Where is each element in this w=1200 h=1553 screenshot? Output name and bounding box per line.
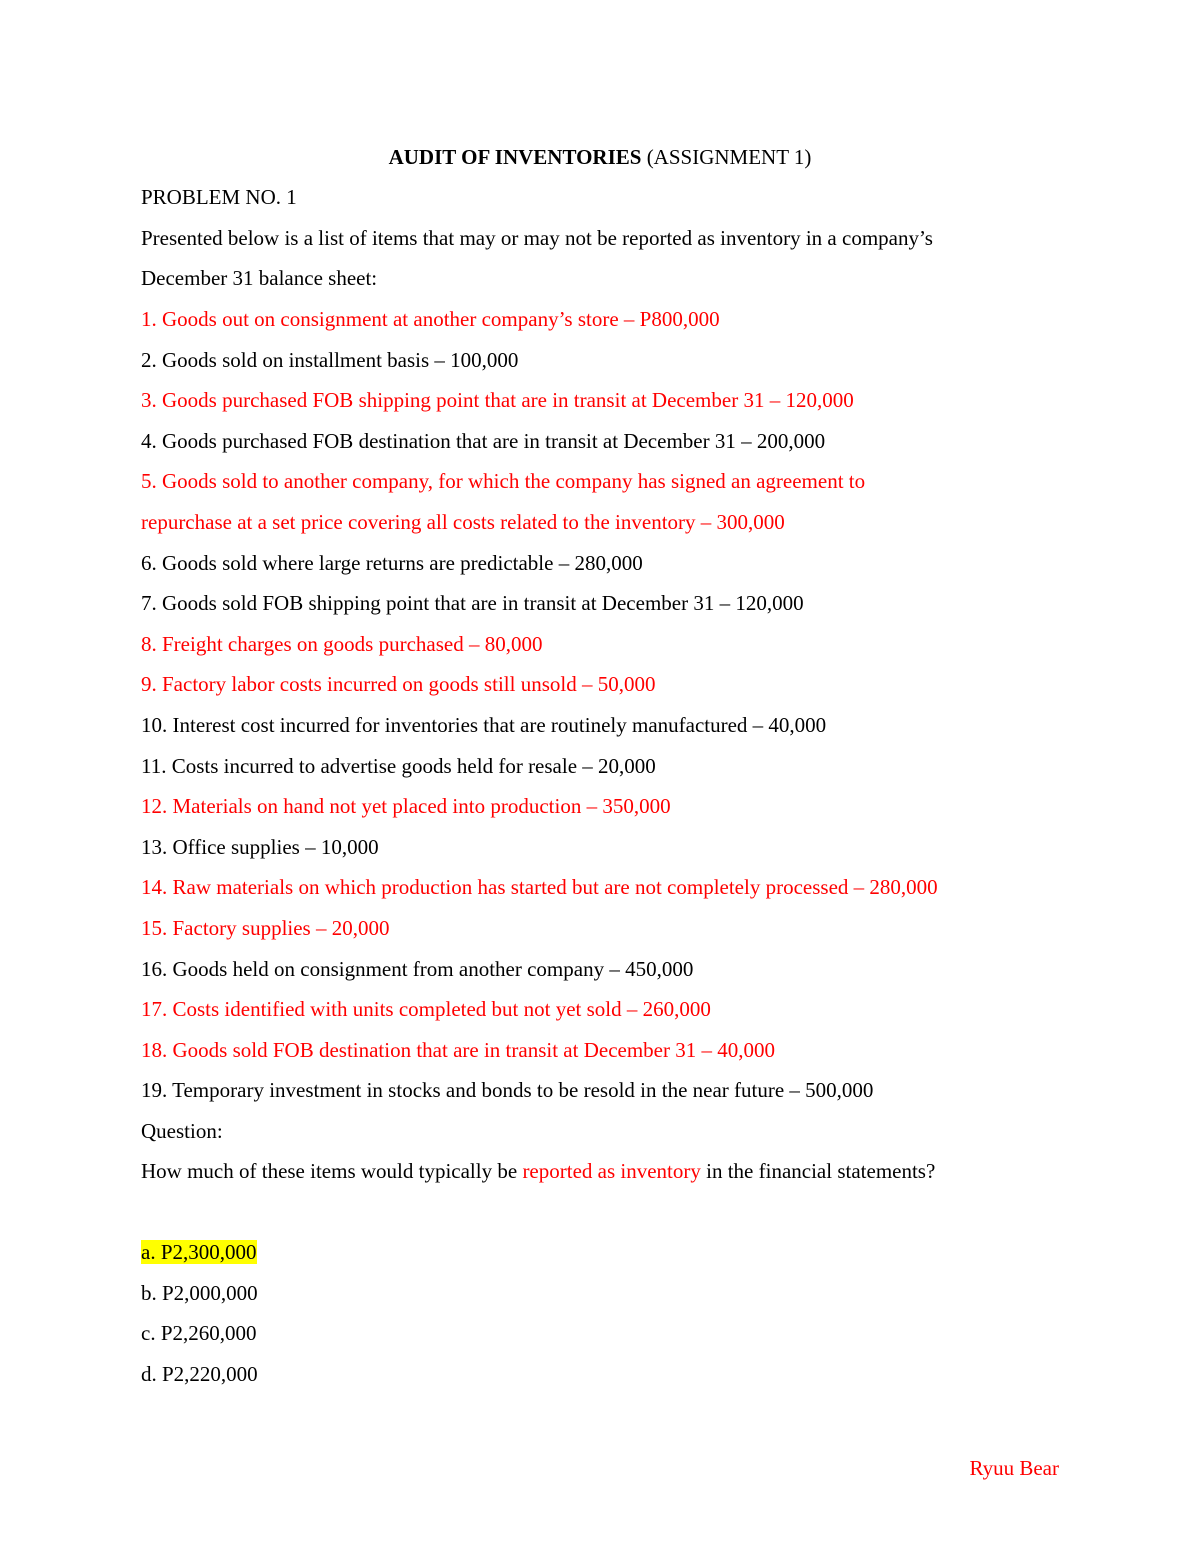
page-title xyxy=(0,144,1200,170)
problem-heading: PROBLEM NO. 1 xyxy=(141,185,297,209)
choice-label: d. P2,220,000 xyxy=(141,1361,258,1386)
list-item: 1. Goods out on consignment at another company’s store – P800,000 xyxy=(141,307,720,331)
list-item: 11. Costs incurred to advertise goods held for resale – 20,000 xyxy=(141,753,656,778)
signature: Ryuu Bear xyxy=(969,1456,1059,1480)
list-item: 19. Temporary investment in stocks and bonds to be resold in the near future – 500,000 xyxy=(141,1078,874,1103)
question-text xyxy=(141,1158,935,1184)
intro-line-1: Presented below is a list of items that may or may not be reported as inventory in a company’s xyxy=(141,226,933,250)
question-before: How much of these items would typically be xyxy=(141,1159,523,1183)
list-item: 7. Goods sold FOB shipping point that are in transit at December 31 – 120,000 xyxy=(141,591,804,616)
list-item: 3. Goods purchased FOB shipping point that are in transit at December 31 – 120,000 xyxy=(141,388,854,413)
list-item: 18. Goods sold FOB destination that are in transit at December 31 – 40,000 xyxy=(141,1037,775,1062)
question-after: in the financial statements? xyxy=(700,1159,936,1183)
list-item: 12. Materials on hand not yet placed into production – 350,000 xyxy=(141,794,671,819)
list-item: 17. Costs identified with units completed but not yet sold – 260,000 xyxy=(141,997,711,1022)
list-item: 6. Goods sold where large returns are predictable – 280,000 xyxy=(141,550,643,575)
choice-label: b. P2,000,000 xyxy=(141,1280,258,1305)
list-item: 9. Factory labor costs incurred on goods still unsold – 50,000 xyxy=(141,672,656,697)
question-label: Question: xyxy=(141,1119,223,1143)
answer-choice xyxy=(141,1239,257,1265)
list-item: 16. Goods held on consignment from another company – 450,000 xyxy=(141,956,694,981)
list-item: 14. Raw materials on which production has started but are not completely processed – 280,000 xyxy=(141,875,938,900)
question-highlight: reported as inventory xyxy=(522,1159,701,1183)
list-item: 13. Office supplies – 10,000 xyxy=(141,834,379,859)
title-rest: (ASSIGNMENT 1) xyxy=(641,145,812,169)
list-item: 10. Interest cost incurred for inventories that are routinely manufactured – 40,000 xyxy=(141,713,827,737)
list-item: repurchase at a set price covering all costs related to the inventory – 300,000 xyxy=(141,510,785,534)
list-item: 2. Goods sold on installment basis – 100,000 xyxy=(141,347,519,372)
answer-choice xyxy=(141,1361,258,1387)
list-item: 4. Goods purchased FOB destination that are in transit at December 31 – 200,000 xyxy=(141,428,826,453)
list-item: 8. Freight charges on goods purchased – 80,000 xyxy=(141,631,543,656)
answer-choice xyxy=(141,1320,257,1346)
intro-line-2: December 31 balance sheet: xyxy=(141,266,378,290)
choice-label: a. P2,300,000 xyxy=(141,1240,257,1264)
list-item: 15. Factory supplies – 20,000 xyxy=(141,916,390,940)
answer-choice xyxy=(141,1280,258,1306)
choice-label: c. P2,260,000 xyxy=(141,1321,257,1345)
list-item: 5. Goods sold to another company, for which the company has signed an agreement to xyxy=(141,469,866,494)
title-bold: AUDIT OF INVENTORIES xyxy=(388,145,642,169)
